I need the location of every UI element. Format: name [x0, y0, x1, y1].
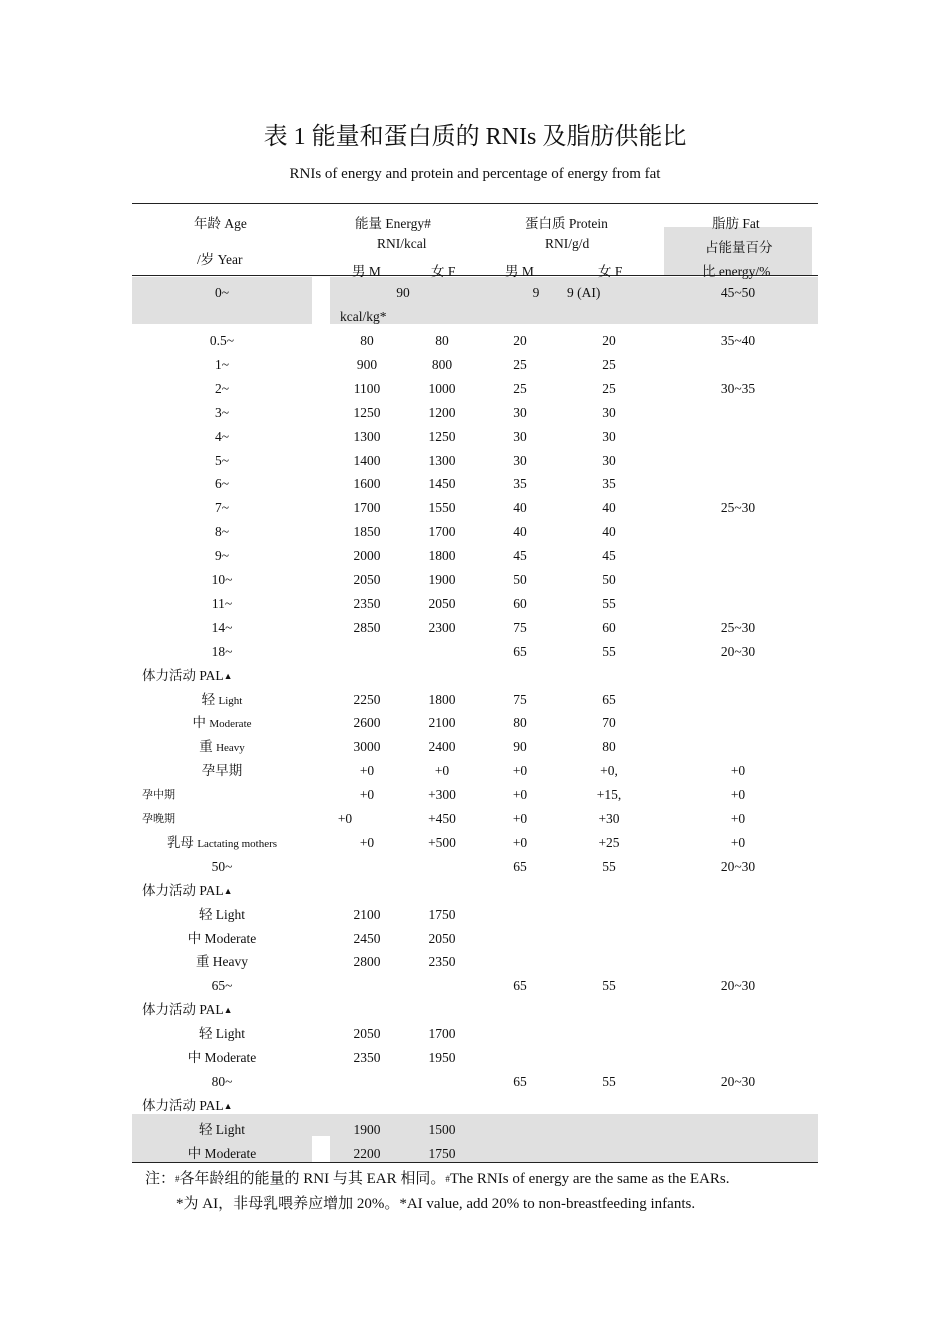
row-ef: +500 [428, 835, 456, 850]
row-age [142, 834, 302, 852]
pal-label: 体力活动 PAL [142, 883, 224, 898]
row-age-main: 重 [199, 739, 213, 754]
row-em [342, 882, 392, 900]
row-age: 3~ [214, 405, 230, 420]
row-ef: 1300 [428, 453, 456, 468]
row-fat: +0 [730, 787, 746, 802]
row-age: 2~ [214, 381, 230, 396]
row-pm [500, 953, 540, 971]
row-age: 孕中期 [142, 789, 175, 801]
row-age: 轻 Light [198, 1122, 246, 1137]
row-pf: 60 [602, 620, 616, 635]
row-ef [417, 1097, 467, 1115]
row-fat [698, 691, 778, 709]
row-pm: +0 [512, 763, 528, 778]
row-ef: 1250 [428, 429, 456, 444]
row-pf [589, 930, 629, 948]
row-pf: 25 [602, 357, 616, 372]
row-em: 900 [356, 357, 378, 372]
row-pm: 30 [513, 405, 527, 420]
row-0-fat: 45~50 [720, 285, 756, 300]
row-pm [500, 1025, 540, 1043]
row-ef: 1800 [428, 692, 456, 707]
row-em [342, 977, 392, 995]
row-fat: +0 [730, 763, 746, 778]
row-pm: 60 [513, 596, 527, 611]
row-ef: 2400 [428, 739, 456, 754]
row-pm [500, 1049, 540, 1067]
row-pf [589, 953, 629, 971]
row-pf: 20 [602, 333, 616, 348]
row-em: 2800 [353, 954, 381, 969]
row-em: 2100 [353, 907, 381, 922]
row-ef: +0 [434, 763, 450, 778]
row-ef: 2350 [428, 954, 456, 969]
row-pm: 45 [513, 548, 527, 563]
row-fat: 35~40 [720, 333, 756, 348]
row-pf: +15, [596, 787, 622, 802]
row-age: 中 Moderate [187, 931, 257, 946]
row-fat [698, 547, 778, 565]
row-pf: +30 [598, 811, 620, 826]
row-pm [500, 1001, 540, 1019]
row-em: 1100 [353, 381, 381, 396]
header-energy-female: 女 F [431, 264, 456, 279]
row-ef [417, 882, 467, 900]
row-pm [500, 882, 540, 900]
row-ef: 2300 [428, 620, 456, 635]
row-fat [698, 452, 778, 470]
row-pf [589, 1049, 629, 1067]
row-pm: 65 [513, 978, 527, 993]
row-age-main: 中 [192, 715, 206, 730]
header-fat-3: 比 energy/% [702, 264, 771, 279]
row-em: 2200 [353, 1146, 381, 1161]
row-age: 4~ [214, 429, 230, 444]
row-age [172, 738, 272, 756]
row-pm [500, 906, 540, 924]
row-pf [589, 667, 629, 685]
row-pf: 70 [602, 715, 616, 730]
header-fat-2: 占能量百分 [705, 240, 773, 255]
row-pf: 50 [602, 572, 616, 587]
table-title-cn: 表 1 能量和蛋白质的 RNIs 及脂肪供能比 [263, 124, 687, 150]
header-energy-1: 能量 Energy# [355, 216, 431, 231]
row-fat [698, 1121, 778, 1139]
row-em: 1900 [353, 1122, 381, 1137]
row-ef: 800 [431, 357, 453, 372]
row-fat [698, 906, 778, 924]
row-em: 2050 [353, 1026, 381, 1041]
header-protein-female: 女 F [598, 264, 623, 279]
row-age-sub: Lactating mothers [197, 838, 278, 850]
row-pm [500, 930, 540, 948]
row-age: 18~ [211, 644, 233, 659]
table-title-en: RNIs of energy and protein and percentage of energy from fat [289, 166, 661, 182]
row-pm [500, 667, 540, 685]
row-ef [417, 1073, 467, 1091]
row-fat [698, 1049, 778, 1067]
row-fat [698, 930, 778, 948]
row-pm: 65 [513, 859, 527, 874]
row-age-main: 轻 [201, 692, 216, 707]
row-fat [698, 428, 778, 446]
row-age: 5~ [214, 453, 230, 468]
row-pf: 40 [602, 500, 616, 515]
row-pf [589, 1097, 629, 1115]
row-age [142, 882, 233, 900]
row-em: 1250 [353, 405, 381, 420]
row-pm: 25 [513, 357, 527, 372]
footnote-1-en: The RNIs of energy are the same as the EARs. [449, 1171, 730, 1187]
row-ef: 1900 [428, 572, 456, 587]
row-pf: 35 [602, 476, 616, 491]
row-em [342, 858, 392, 876]
row-em: +0 [337, 811, 353, 826]
footnote-1-mark2: # [445, 1174, 450, 1184]
row-0-age: 0~ [214, 285, 230, 300]
row-ef: +450 [428, 811, 456, 826]
row-pm: +0 [512, 811, 528, 826]
row-age: 7~ [214, 500, 230, 515]
row-age: 孕晚期 [142, 813, 175, 825]
row-em: 3000 [353, 739, 381, 754]
row-pf: +0, [600, 763, 618, 778]
row-ef: 1500 [428, 1122, 456, 1137]
header-energy-male: 男 M [352, 264, 381, 279]
row-em: 2450 [353, 931, 381, 946]
row-em: +0 [359, 763, 375, 778]
row-pm: 20 [513, 333, 527, 348]
row-em: +0 [359, 835, 375, 850]
row-pf: 55 [602, 859, 616, 874]
row-ef: 1000 [428, 381, 456, 396]
row-em [342, 667, 392, 685]
table-top-rule [132, 203, 818, 204]
row-age: 8~ [214, 524, 230, 539]
row-pf [589, 1121, 629, 1139]
row-pf [589, 1001, 629, 1019]
row-0-energy: 90 [396, 285, 410, 300]
row-pf: 55 [602, 1074, 616, 1089]
row-age-sub: Moderate [209, 718, 252, 730]
row-fat: 20~30 [720, 1074, 756, 1089]
row-fat: 30~35 [720, 381, 756, 396]
row-ef: 2100 [428, 715, 456, 730]
row-age: 轻 Light [198, 1026, 246, 1041]
row-pm: 30 [513, 453, 527, 468]
row-fat [698, 595, 778, 613]
row-pm [500, 1097, 540, 1115]
row-0-energy-unit: kcal/kg* [340, 309, 387, 324]
row-ef: 2050 [428, 596, 456, 611]
row-age: 重 Heavy [195, 954, 249, 969]
row-pf: 55 [602, 978, 616, 993]
row-age-sub: Heavy [216, 742, 245, 754]
footnote-label: 注： [145, 1171, 176, 1187]
row-pm: 35 [513, 476, 527, 491]
row-fat [698, 571, 778, 589]
row-age: 9~ [214, 548, 230, 563]
row-em: 2350 [353, 1050, 381, 1065]
row-em: 1300 [353, 429, 381, 444]
row-em: 2850 [353, 620, 381, 635]
row-fat: 25~30 [720, 620, 756, 635]
row-age: 0.5~ [209, 333, 235, 348]
row-fat [698, 1097, 778, 1115]
row-age: 80~ [211, 1074, 233, 1089]
row-age-main: 乳母 [166, 835, 194, 850]
footnote-1-cn: 各年龄组的能量的 RNI 与其 EAR 相同。 [179, 1171, 446, 1187]
header-age-2: /岁 Year [197, 252, 243, 267]
row-ef: 1550 [428, 500, 456, 515]
header-energy-2: RNI/kcal [377, 236, 427, 251]
row-age [172, 691, 272, 709]
row-fat [698, 953, 778, 971]
row-pf: 40 [602, 524, 616, 539]
row-0-protein-f: 9 (AI) [567, 285, 601, 300]
row-pf: +25 [598, 835, 620, 850]
row-age: 14~ [211, 620, 233, 635]
row-age: 中 Moderate [187, 1050, 257, 1065]
row-age: 6~ [214, 476, 230, 491]
row-em [342, 1001, 392, 1019]
row-pm: +0 [512, 787, 528, 802]
row-ef: 80 [435, 333, 449, 348]
row-pf [589, 906, 629, 924]
row-age [142, 1097, 233, 1115]
row-em: +0 [359, 787, 375, 802]
row-em: 1700 [353, 500, 381, 515]
row-pf: 45 [602, 548, 616, 563]
row-ef [417, 858, 467, 876]
row-age [172, 714, 272, 732]
row-ef [417, 977, 467, 995]
row-fat [698, 404, 778, 422]
row-pm: 65 [513, 644, 527, 659]
row-fat [698, 475, 778, 493]
row-age [142, 1001, 233, 1019]
pal-label: 体力活动 PAL [142, 668, 224, 683]
row-age-sub: Light [218, 695, 243, 707]
row-pm [500, 1121, 540, 1139]
row-pf: 30 [602, 429, 616, 444]
row-fat: +0 [730, 835, 746, 850]
footnote-1-mark: # [175, 1174, 180, 1184]
row-age: 孕早期 [201, 763, 243, 778]
row-pm: 80 [513, 715, 527, 730]
row-fat [698, 667, 778, 685]
row-ef: 1200 [428, 405, 456, 420]
row-fat [698, 1001, 778, 1019]
row-0-protein-m: 9 [532, 285, 540, 300]
pal-marker: ▲ [223, 1005, 233, 1015]
row-em: 1600 [353, 476, 381, 491]
row-age: 11~ [211, 596, 233, 611]
row-ef: 1750 [428, 1146, 456, 1161]
row-age: 10~ [211, 572, 233, 587]
row-pm: +0 [512, 835, 528, 850]
row-ef: 1800 [428, 548, 456, 563]
row-pf: 30 [602, 405, 616, 420]
row-ef: 1950 [428, 1050, 456, 1065]
row-age: 轻 Light [198, 907, 246, 922]
pal-label: 体力活动 PAL [142, 1098, 224, 1113]
row-ef [417, 667, 467, 685]
row-em: 2250 [353, 692, 381, 707]
row-fat [698, 356, 778, 374]
header-fat-1: 脂肪 Fat [712, 216, 760, 231]
pal-marker: ▲ [223, 886, 233, 896]
row-pf: 30 [602, 453, 616, 468]
row-pm: 30 [513, 429, 527, 444]
row-fat: 25~30 [720, 500, 756, 515]
row-pm: 90 [513, 739, 527, 754]
row-pf [589, 1145, 629, 1163]
header-protein-male: 男 M [505, 264, 534, 279]
row-ef [417, 1001, 467, 1019]
row-em: 2600 [353, 715, 381, 730]
footnote-2: *为 AI，非母乳喂养应增加 20%。*AI value, add 20% to non-breastfeeding infants. [176, 1196, 696, 1212]
row-pm [500, 1145, 540, 1163]
pal-marker: ▲ [223, 1101, 233, 1111]
row-em: 2000 [353, 548, 381, 563]
row-pm: 25 [513, 381, 527, 396]
row-fat [698, 882, 778, 900]
row-fat: +0 [730, 811, 746, 826]
footnote-1 [145, 1167, 730, 1188]
row-fat: 20~30 [720, 978, 756, 993]
row-em [342, 1097, 392, 1115]
pal-label: 体力活动 PAL [142, 1002, 224, 1017]
row-ef: 1750 [428, 907, 456, 922]
row-ef: +300 [428, 787, 456, 802]
row-em [342, 1073, 392, 1091]
row-age: 50~ [211, 859, 233, 874]
row-fat [698, 738, 778, 756]
row-ef: 1450 [428, 476, 456, 491]
row-ef: 1700 [428, 524, 456, 539]
header-protein-1: 蛋白质 Protein [525, 216, 608, 231]
row-pf: 55 [602, 596, 616, 611]
pal-marker: ▲ [223, 671, 233, 681]
row-fat [698, 1025, 778, 1043]
header-protein-2: RNI/g/d [545, 236, 590, 251]
row-em: 80 [360, 333, 374, 348]
row-fat [698, 523, 778, 541]
row-fat [698, 1145, 778, 1163]
row-age [142, 667, 233, 685]
row-em: 2050 [353, 572, 381, 587]
row-pf [589, 882, 629, 900]
row-pf: 65 [602, 692, 616, 707]
row-em: 1850 [353, 524, 381, 539]
row-ef: 2050 [428, 931, 456, 946]
row-pf: 25 [602, 381, 616, 396]
row-ef [417, 643, 467, 661]
row-fat: 20~30 [720, 859, 756, 874]
row-pm: 50 [513, 572, 527, 587]
header-age-1: 年龄 Age [194, 216, 247, 231]
row-fat [698, 714, 778, 732]
row-age: 65~ [211, 978, 233, 993]
row-fat: 20~30 [720, 644, 756, 659]
row-ef: 1700 [428, 1026, 456, 1041]
row-pm: 65 [513, 1074, 527, 1089]
row-em: 2350 [353, 596, 381, 611]
row-age: 1~ [214, 357, 230, 372]
row-pf: 55 [602, 644, 616, 659]
row-em [342, 643, 392, 661]
row-pm: 40 [513, 524, 527, 539]
row-em: 1400 [353, 453, 381, 468]
row-pf [589, 1025, 629, 1043]
row-pm: 75 [513, 620, 527, 635]
row-pf: 80 [602, 739, 616, 754]
row-age: 中 Moderate [187, 1146, 257, 1161]
row-pm: 40 [513, 500, 527, 515]
row-pm: 75 [513, 692, 527, 707]
